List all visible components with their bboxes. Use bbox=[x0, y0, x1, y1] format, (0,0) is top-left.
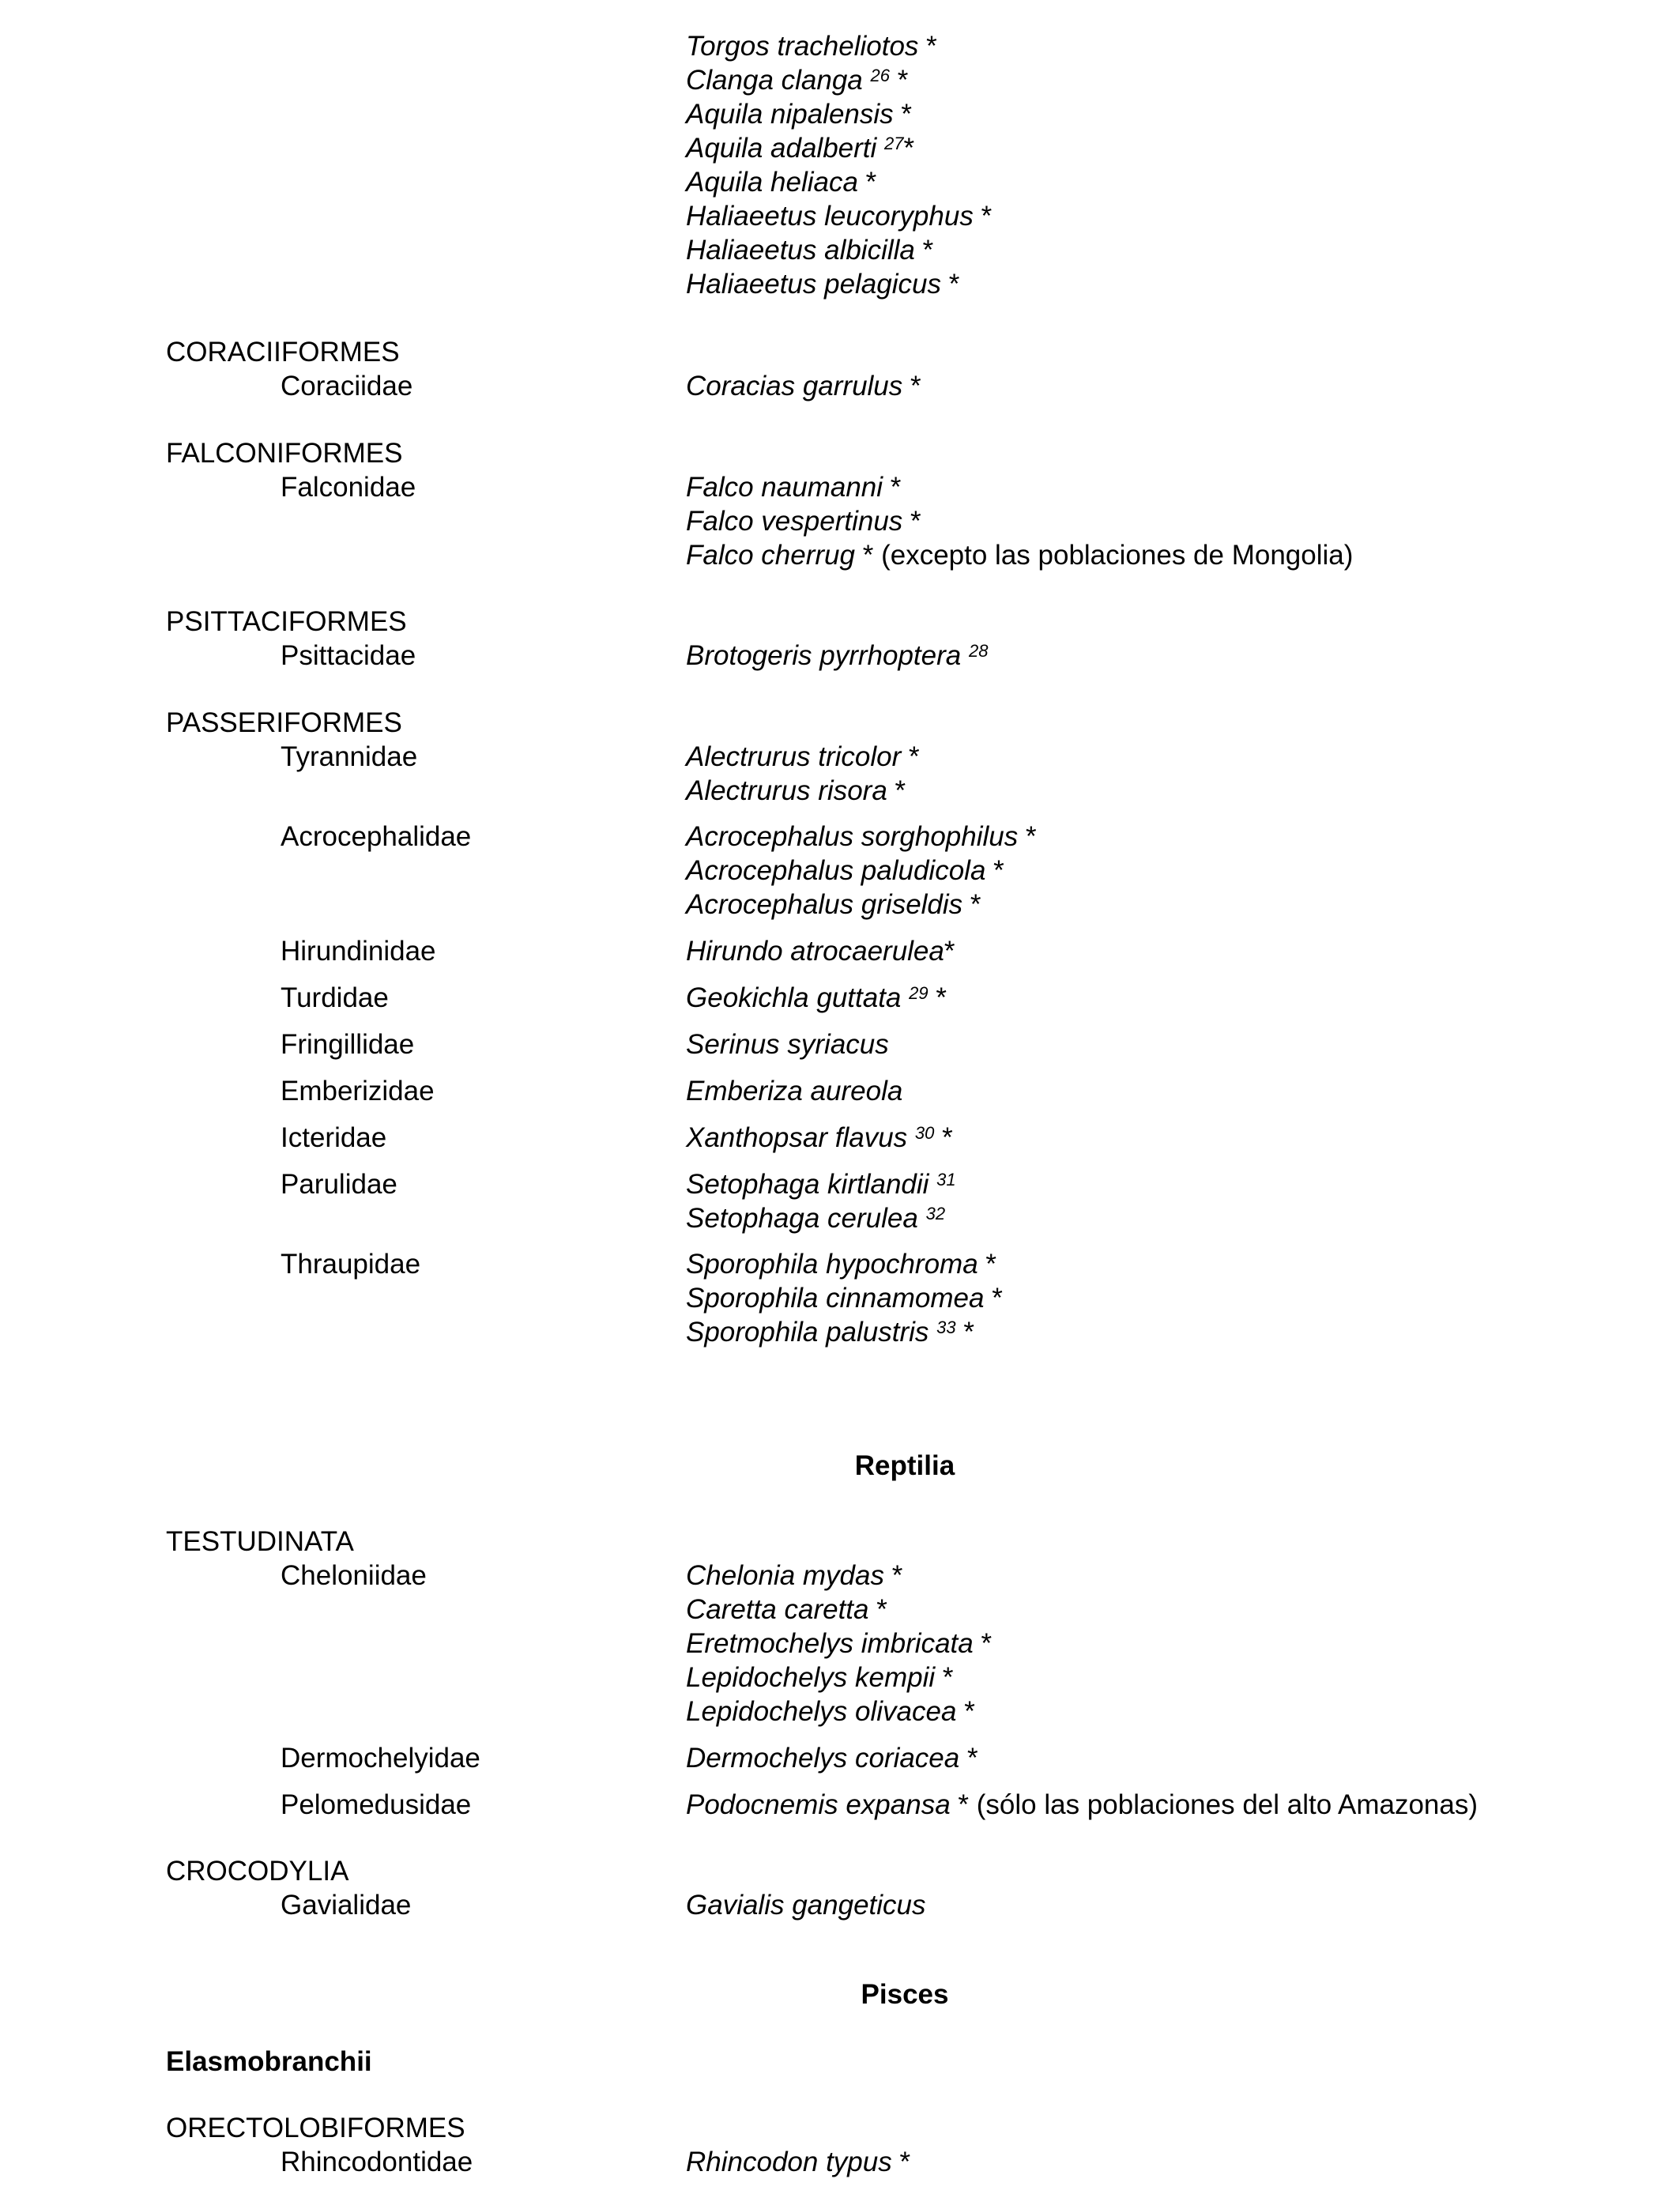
species-entry: Torgos tracheliotos * bbox=[686, 31, 937, 62]
species-entry: Chelonia mydas * bbox=[686, 1560, 903, 1591]
family-label: Falconidae bbox=[281, 472, 416, 503]
subclass-label: Elasmobranchii bbox=[166, 2046, 372, 2077]
family-label: Acrocephalidae bbox=[281, 821, 472, 852]
species-entry: Coracias garrulus * bbox=[686, 371, 921, 401]
species-entry: Setophaga cerulea $^{32}$ bbox=[686, 1203, 946, 1234]
family-label: Emberizidae bbox=[281, 1076, 435, 1106]
species-entry: Gavialis gangeticus bbox=[686, 1890, 926, 1921]
species-entry: Xanthopsar flavus $^{30}$ * bbox=[686, 1122, 953, 1153]
family-label: Gavialidae bbox=[281, 1890, 412, 1921]
order-label: CROCODYLIA bbox=[166, 1856, 349, 1887]
family-label: Thraupidae bbox=[281, 1249, 421, 1280]
species-entry: Alectrurus risora * bbox=[686, 775, 906, 806]
species-entry: Haliaeetus pelagicus * bbox=[686, 269, 960, 300]
species-entry: Acrocephalus paludicola * bbox=[686, 855, 1004, 886]
species-entry: Caretta caretta * bbox=[686, 1594, 887, 1625]
species-entry: Eretmochelys imbricata * bbox=[686, 1628, 993, 1659]
order-label: ORECTOLOBIFORMES bbox=[166, 2113, 465, 2143]
species-entry: Serinus syriacus bbox=[686, 1029, 889, 1060]
family-label: Coraciidae bbox=[281, 371, 413, 401]
order-label: PASSERIFORMES bbox=[166, 707, 402, 738]
family-label: Pelomedusidae bbox=[281, 1789, 472, 1820]
species-entry: Lepidochelys olivacea * bbox=[686, 1696, 975, 1727]
species-entry: Rhincodon typus * bbox=[686, 2147, 911, 2177]
species-note: (excepto las poblaciones de Mongolia) bbox=[881, 540, 1354, 571]
species-entry: Setophaga kirtlandii $^{31}$ bbox=[686, 1169, 956, 1200]
order-label: TESTUDINATA bbox=[166, 1526, 354, 1557]
species-entry: Geokichla guttata $^{29}$ * bbox=[686, 982, 947, 1013]
species-entry: Lepidochelys kempii * bbox=[686, 1662, 954, 1693]
class-heading-pisces: Pisces bbox=[861, 1979, 949, 2010]
species-entry: Dermochelys coriacea * bbox=[686, 1743, 978, 1774]
species-entry: Hirundo atrocaerulea* bbox=[686, 936, 955, 967]
family-label: Icteridae bbox=[281, 1122, 387, 1153]
species-entry: Falco naumanni * bbox=[686, 472, 902, 503]
species-entry: Acrocephalus griseldis * bbox=[686, 889, 981, 920]
order-label: CORACIIFORMES bbox=[166, 337, 400, 368]
class-heading-reptilia: Reptilia bbox=[854, 1450, 955, 1481]
species-entry: Clanga clanga $^{26}$ * bbox=[686, 65, 909, 96]
family-label: Rhincodontidae bbox=[281, 2147, 473, 2177]
species-entry: Haliaeetus albicilla * bbox=[686, 235, 934, 266]
species-entry: Sporophila hypochroma * bbox=[686, 1249, 997, 1280]
species-entry: Aquila nipalensis * bbox=[686, 99, 913, 130]
species-entry: Alectrurus tricolor * bbox=[686, 741, 920, 772]
species-entry: Sporophila cinnamomea * bbox=[686, 1283, 1003, 1314]
species-entry: Falco vespertinus * bbox=[686, 506, 921, 537]
species-entry: Aquila heliaca * bbox=[686, 167, 877, 198]
family-label: Parulidae bbox=[281, 1169, 397, 1200]
species-entry: Acrocephalus sorghophilus * bbox=[686, 821, 1037, 852]
species-entry: Falco cherrug * (excepto las poblaciones de Mongolia) bbox=[686, 540, 1354, 571]
family-label: Fringillidae bbox=[281, 1029, 415, 1060]
family-label: Dermochelyidae bbox=[281, 1743, 480, 1774]
family-label: Turdidae bbox=[281, 982, 389, 1013]
species-entry: Sporophila palustris $^{33}$ * bbox=[686, 1317, 974, 1348]
species-entry: Aquila adalberti $^{27}$* bbox=[686, 133, 915, 164]
family-label: Psittacidae bbox=[281, 640, 416, 671]
family-label: Cheloniidae bbox=[281, 1560, 427, 1591]
order-label: PSITTACIFORMES bbox=[166, 606, 407, 637]
family-label: Tyrannidae bbox=[281, 741, 418, 772]
family-label: Hirundinidae bbox=[281, 936, 436, 967]
species-entry: Haliaeetus leucoryphus * bbox=[686, 201, 993, 232]
species-entry: Podocnemis expansa * (sólo las poblaciones del alto Amazonas) bbox=[686, 1789, 1478, 1820]
species-note: (sólo las poblaciones del alto Amazonas) bbox=[976, 1789, 1478, 1820]
species-entry: Emberiza aureola bbox=[686, 1076, 903, 1106]
order-label: FALCONIFORMES bbox=[166, 438, 403, 469]
species-entry: Brotogeris pyrrhoptera $^{28}$ bbox=[686, 640, 989, 671]
